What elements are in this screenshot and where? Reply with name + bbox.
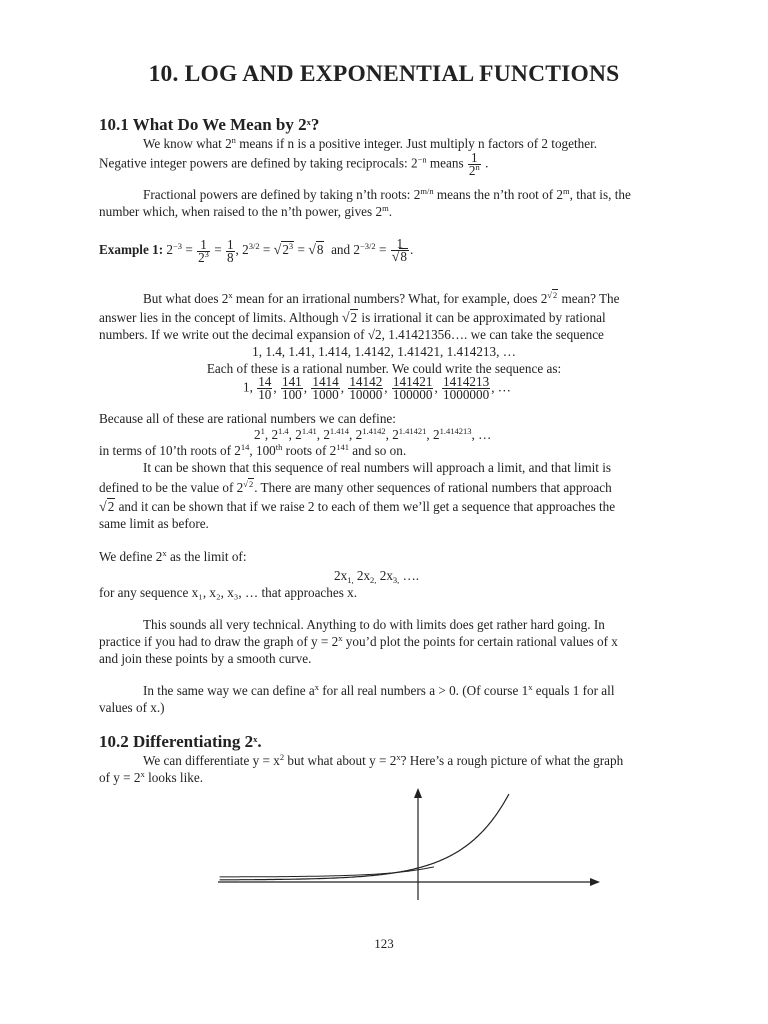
text: looks like. (144, 770, 204, 785)
denominator: 8 (226, 249, 234, 265)
superscript: −n (417, 154, 427, 165)
fraction (281, 376, 303, 401)
paragraph-line (143, 186, 631, 203)
superscript: 3 (204, 248, 209, 259)
base: 2 (433, 427, 440, 442)
section-heading-sup: x (306, 117, 311, 127)
text: x (340, 568, 348, 583)
text: Fractional powers are defined by taking n’th roots: 2 (143, 187, 421, 202)
exponent: 1.4 (278, 426, 289, 436)
superscript: x (396, 752, 401, 762)
text: …. (402, 568, 420, 583)
superscript: x (162, 548, 167, 558)
paragraph-line (143, 135, 597, 152)
text: = (378, 242, 387, 258)
curve-y-equals-2-to-x-lower (220, 867, 434, 877)
text: means the n’th root of 2 (433, 187, 564, 202)
paragraph-line (99, 769, 203, 786)
comma: , (349, 427, 356, 442)
text: 2 (282, 242, 289, 258)
superscript: 2 (279, 752, 285, 762)
superscript: m/n (420, 186, 434, 196)
denominator (468, 162, 481, 178)
paragraph-line: Because all of these are rational numbers we can define: (99, 411, 396, 426)
comma: , (397, 575, 400, 585)
sqrt-symbol: √ (341, 311, 350, 326)
text: practice if you had to draw the graph of y = 2 (99, 634, 339, 649)
exponent: 1.41421 (398, 426, 427, 436)
numerator: 141421 (392, 374, 433, 389)
text: 2 (468, 163, 476, 178)
section-heading-tail: ? (310, 115, 320, 134)
ellipsis: , … (471, 427, 492, 442)
paragraph-line: It can be shown that this sequence of real numbers will approach a limit, and that limit is (143, 460, 612, 475)
paragraph-line (143, 290, 620, 307)
section-heading-sup: x (253, 734, 258, 744)
comma: , (316, 427, 324, 442)
text: We know what 2 (143, 136, 232, 151)
text: mean? The (558, 291, 620, 306)
fraction-sequence (243, 376, 511, 401)
denominator: 100 (281, 387, 302, 402)
paragraph-line: numbers. If we write out the decimal expansion of √2, 1.41421356…. we can take the sequence (99, 327, 604, 342)
comma: , (340, 379, 348, 395)
text: 2 (379, 568, 387, 583)
fraction (348, 376, 383, 401)
section-heading-text: 10.2 Differentiating 2 (99, 732, 254, 751)
sqrt-symbol: √ (308, 243, 316, 259)
text: = (185, 242, 193, 258)
text: of y = 2 (99, 770, 141, 785)
base: 2 (392, 427, 399, 442)
paragraph-line (99, 479, 612, 496)
text: for all real numbers a > 0. (Of course 1 (318, 683, 529, 698)
superscript: n (475, 162, 480, 172)
example-1 (99, 238, 413, 264)
text: 2 (356, 568, 364, 583)
text: number which, when raised to the n’th power, gives 2 (99, 204, 383, 219)
section-heading-tail: . (257, 732, 262, 751)
base: 2 (323, 427, 330, 442)
text: is irrational it can be approximated by rational (358, 310, 606, 325)
text: as the limit of: (166, 549, 247, 564)
text: We define 2 (99, 549, 163, 564)
text: , 2 (235, 242, 249, 258)
denominator (391, 251, 409, 264)
numerator: 1 (391, 238, 409, 251)
comma: , (385, 427, 393, 442)
sqrt-symbol: √ (273, 243, 282, 259)
text: 2 (166, 242, 173, 258)
numerator: 1414 (312, 374, 339, 389)
paragraph-line (99, 203, 392, 220)
fraction (442, 376, 490, 401)
text: Negative integer powers are defined by taking reciprocals: 2 (99, 155, 418, 171)
text: . There are many other sequences of rational numbers that approach (254, 480, 612, 495)
paragraph-line (143, 682, 614, 699)
radicand: 8 (316, 242, 324, 258)
sqrt-symbol: √ (99, 500, 107, 515)
superscript: m (382, 203, 389, 213)
superscript: x (228, 290, 233, 300)
superscript: x (140, 769, 145, 779)
radicand (281, 241, 294, 257)
limit-sequence (334, 567, 419, 584)
subscript: 2 (370, 575, 375, 585)
denominator: 1000 (312, 387, 339, 402)
fraction (391, 238, 409, 264)
y-axis-arrow (414, 788, 422, 798)
superscript: −3/2 (360, 241, 376, 252)
text: , that is, the (569, 187, 631, 202)
superscript: 14 (240, 442, 250, 452)
comma: , (273, 379, 280, 395)
exponent: 1 (260, 426, 265, 436)
chapter-title: 10. LOG AND EXPONENTIAL FUNCTIONS (148, 61, 620, 87)
comma: , (303, 379, 311, 395)
comma: , (434, 379, 442, 395)
text: In the same way we can define a (143, 683, 315, 698)
paragraph-line: Each of these is a rational number. We could write the sequence as: (206, 361, 562, 376)
curve-y-equals-2-to-x (220, 794, 509, 880)
text: 1, (243, 379, 253, 395)
numerator: 1 (468, 152, 481, 165)
text: x (363, 568, 371, 583)
section-heading-text: 10.1 What Do We Mean by 2 (99, 115, 307, 134)
text: … (497, 379, 511, 395)
comma: , (491, 379, 498, 395)
example-label: Example 1: (99, 242, 164, 258)
denominator: 10 (258, 387, 272, 402)
fraction-list (256, 374, 498, 402)
text: but what about y = 2 (284, 753, 397, 768)
decimal-sequence: 1, 1.4, 1.41, 1.414, 1.4142, 1.41421, 1.414213, … (252, 344, 516, 359)
superscript: n (231, 135, 236, 145)
paragraph-line: values of x.) (99, 700, 165, 715)
paragraph-line (99, 633, 618, 650)
paragraph-line (99, 548, 247, 565)
power-sequence (254, 426, 491, 443)
superscript-sqrt2: √2 (243, 479, 254, 489)
comma: , (351, 575, 354, 585)
section-heading-10-1 (99, 116, 319, 133)
fraction (392, 376, 434, 401)
fraction (468, 152, 481, 177)
text: means (426, 155, 467, 171)
paragraph-line (99, 442, 406, 459)
denominator: 10000 (349, 387, 383, 402)
paragraph-line (99, 152, 488, 177)
exponent: 1.414213 (439, 426, 472, 436)
text: and so on. (348, 443, 407, 458)
fraction (311, 376, 339, 401)
denominator: 100000 (392, 387, 433, 402)
text: and it can be shown that if we raise 2 to each of them we’ll get a sequence that approaches the (115, 499, 616, 514)
superscript: x (314, 682, 319, 692)
numerator: 1 (197, 239, 210, 252)
paragraph-line (99, 498, 615, 516)
text: you’d plot the points for certain rational values of x (342, 634, 618, 649)
text: . (481, 155, 489, 171)
numerator: 1 (226, 236, 234, 252)
text: ? Here’s a rough picture of what the graph (400, 753, 624, 768)
base: 2 (254, 427, 261, 442)
sqrt-symbol: √ (391, 250, 400, 265)
text: 2 (334, 568, 341, 583)
denominator (197, 248, 210, 265)
paragraph-line: This sounds all very technical. Anything to do with limits does get rather hard going. In (143, 617, 605, 632)
superscript: x (528, 682, 533, 692)
numerator: 14142 (349, 374, 383, 389)
x-axis-arrow (590, 878, 600, 886)
base: 2 (355, 427, 363, 442)
text: We can differentiate y = x (143, 753, 280, 768)
subscript: 3 (392, 575, 398, 585)
text: x (386, 568, 393, 583)
exponent: 1.414 (329, 426, 350, 436)
text: . (409, 242, 414, 258)
superscript: th (275, 442, 283, 452)
text: answer lies in the concept of limits. Although (99, 310, 342, 325)
superscript: x (338, 633, 343, 643)
text: , 100 (249, 443, 276, 458)
text: = (262, 242, 271, 258)
numerator: 1414213 (443, 374, 490, 389)
radicand: 2 (350, 310, 358, 325)
comma: , (374, 575, 377, 585)
exponent: 1.4142 (362, 426, 386, 436)
superscript: 3/2 (248, 241, 260, 252)
text: and 2 (331, 242, 361, 258)
exponential-graph (214, 782, 606, 906)
paragraph-line: for any sequence x₁, x₂, x₃, … that approaches x. (99, 585, 358, 600)
text: . (388, 204, 392, 219)
superscript: m (563, 186, 570, 196)
text: But what does 2 (143, 291, 229, 306)
denominator: 1000000 (443, 387, 490, 402)
text: mean for an irrational numbers? What, for example, does 2 (232, 291, 548, 306)
text: in terms of 10’th roots of 2 (99, 443, 241, 458)
superscript: 3 (288, 241, 294, 252)
numerator: 14 (258, 374, 272, 389)
text: defined to be the value of 2 (99, 480, 244, 495)
superscript-sqrt2: √2 (547, 290, 558, 300)
paragraph-line: and join these points by a smooth curve. (99, 651, 312, 666)
text: 2 (198, 249, 205, 265)
subscript: 1 (347, 575, 352, 585)
base: 2 (271, 427, 279, 442)
comma: , (384, 379, 391, 395)
exponent: 1.41 (301, 426, 317, 436)
comma: , (426, 427, 433, 442)
section-heading-10-2 (99, 733, 262, 750)
fraction (257, 376, 272, 401)
comma: , (264, 427, 272, 442)
page-number: 123 (374, 936, 394, 951)
text: = (297, 242, 305, 258)
base: 2 (295, 427, 302, 442)
numerator: 141 (281, 374, 302, 389)
radicand: 8 (400, 249, 407, 264)
fraction (197, 236, 210, 265)
superscript: −3 (173, 241, 183, 252)
paragraph-line: same limit as before. (99, 516, 209, 531)
text: equals 1 for all (532, 683, 615, 698)
text: means if n is a positive integer. Just multiply n factors of 2 together. (235, 136, 598, 151)
paragraph-line (99, 309, 606, 327)
fraction (226, 236, 235, 265)
radicand: 2 (107, 499, 115, 514)
paragraph-line (143, 752, 623, 769)
text: = (214, 242, 222, 258)
comma: , (288, 427, 296, 442)
text: roots of 2 (282, 443, 337, 458)
superscript: 141 (336, 442, 349, 452)
